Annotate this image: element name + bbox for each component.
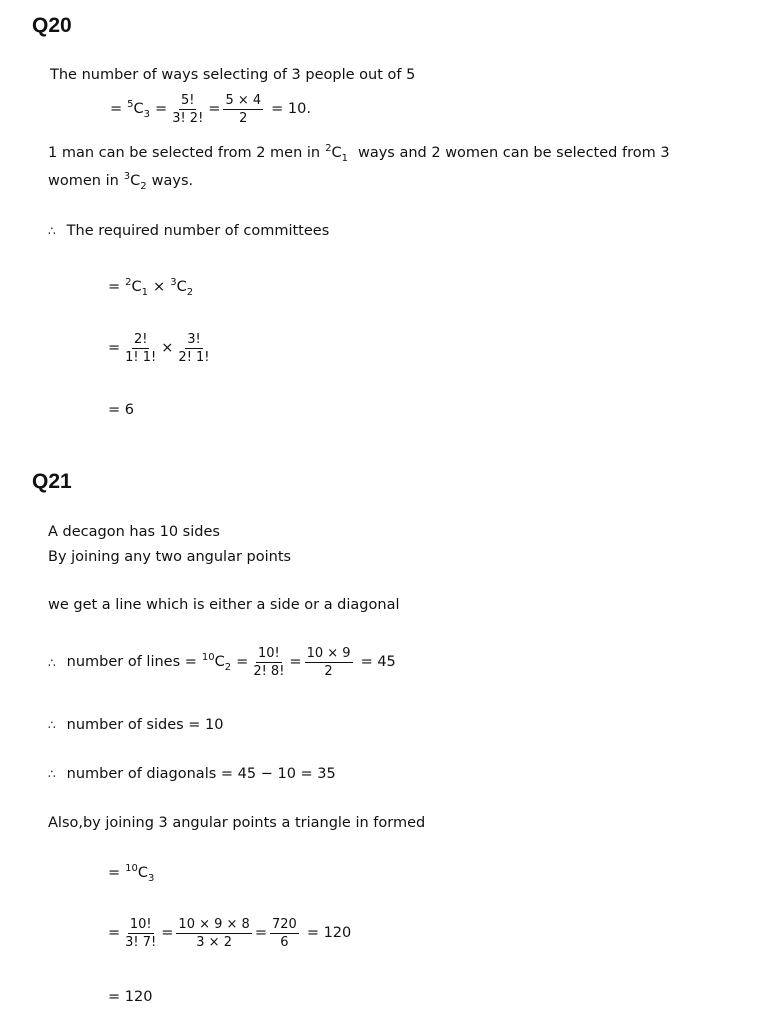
fraction: $\frac{2!}{1! 1!}$: [125, 332, 157, 365]
question-heading-q20: Q20: [32, 14, 72, 37]
combination-3c2: $^3$ C $_2$: [123, 171, 147, 192]
q21-line-triangle: Also,by joining 3 angular points a triangle in formed: [48, 815, 426, 831]
q20-line-selection-cont: women in $^3$ C $_2$ ways.: [48, 171, 194, 192]
therefore-symbol: ∴: [48, 655, 57, 670]
q21-line-sides: ∴ number of sides = 10: [48, 717, 224, 733]
combination-2c1: $^2$ C $_1$: [325, 143, 348, 164]
therefore-symbol: ∴: [48, 767, 57, 782]
q21-equation-lines: ∴ number of lines = $^{10}$ C $_2$ = $\frac{10!}{2! 8!}$ = $\frac{10 \times 9}{2}$ = 45: [48, 646, 396, 679]
fraction: $\frac{10 \times 9 \times 8}{3 \times 2}$: [178, 917, 250, 950]
combination-10c2: $^{10}$ C $_2$: [201, 652, 232, 674]
fraction: $\frac{10!}{2! 8!}$: [253, 646, 285, 679]
fraction: $\frac{720}{6}$: [271, 917, 297, 950]
q20-equation-factorials: = $\frac{2!}{1! 1!}$ × $\frac{3!}{2! 1!}$: [108, 332, 210, 365]
fraction: $\frac{10!}{3! 7!}$: [125, 917, 157, 950]
fraction: $\frac{5 \times 4}{2}$: [225, 93, 262, 126]
q20-equation-product: = $^2$ C $_1$ × $^3$ C $_2$: [108, 277, 194, 298]
q20-line-committees: ∴ The required number of committees: [48, 223, 330, 239]
combination-3c2: $^3$ C $_2$: [170, 277, 194, 298]
q21-line-joining: By joining any two angular points: [48, 549, 292, 565]
question-heading-q21: Q21: [32, 470, 72, 493]
combination-10c3: $^{10}$ C $_3$: [125, 863, 155, 884]
q21-equation-10c3: = $^{10}$ C $_3$: [108, 863, 155, 884]
fraction: $\frac{5!}{3! 2!}$: [172, 93, 204, 126]
fraction: $\frac{3!}{2! 1!}$: [178, 332, 210, 365]
q21-result: = 120: [108, 989, 153, 1005]
combination-5c3: $^5$ C $_3$: [127, 99, 151, 121]
q21-line-side-or-diagonal: we get a line which is either a side or a diagonal: [48, 597, 400, 613]
q21-equation-triangles: = $\frac{10!}{3! 7!}$ = $\frac{10 \times 9 \times 8}{3 \times 2}$ = $\frac{720}{6}$ = 120: [108, 917, 352, 950]
q20-line-intro: The number of ways selecting of 3 people out of 5: [50, 67, 416, 83]
q20-equation-ways: = $^5$ C $_3$ = $\frac{5!}{3! 2!}$ = $\frac{5 \times 4}{2}$ = 10.: [110, 93, 311, 126]
combination-2c1: $^2$ C $_1$: [125, 277, 149, 298]
therefore-symbol: ∴: [48, 224, 57, 239]
q20-line-selection: 1 man can be selected from 2 men in $^2$ C $_1$ ways and 2 women can be selected from 3: [48, 143, 670, 164]
q21-line-diagonals: ∴ number of diagonals = 45 − 10 = 35: [48, 766, 336, 782]
q21-line-decagon: A decagon has 10 sides: [48, 524, 220, 540]
fraction: $\frac{10 \times 9}{2}$: [306, 646, 351, 679]
therefore-symbol: ∴: [48, 718, 57, 733]
q20-result: = 6: [108, 402, 134, 418]
